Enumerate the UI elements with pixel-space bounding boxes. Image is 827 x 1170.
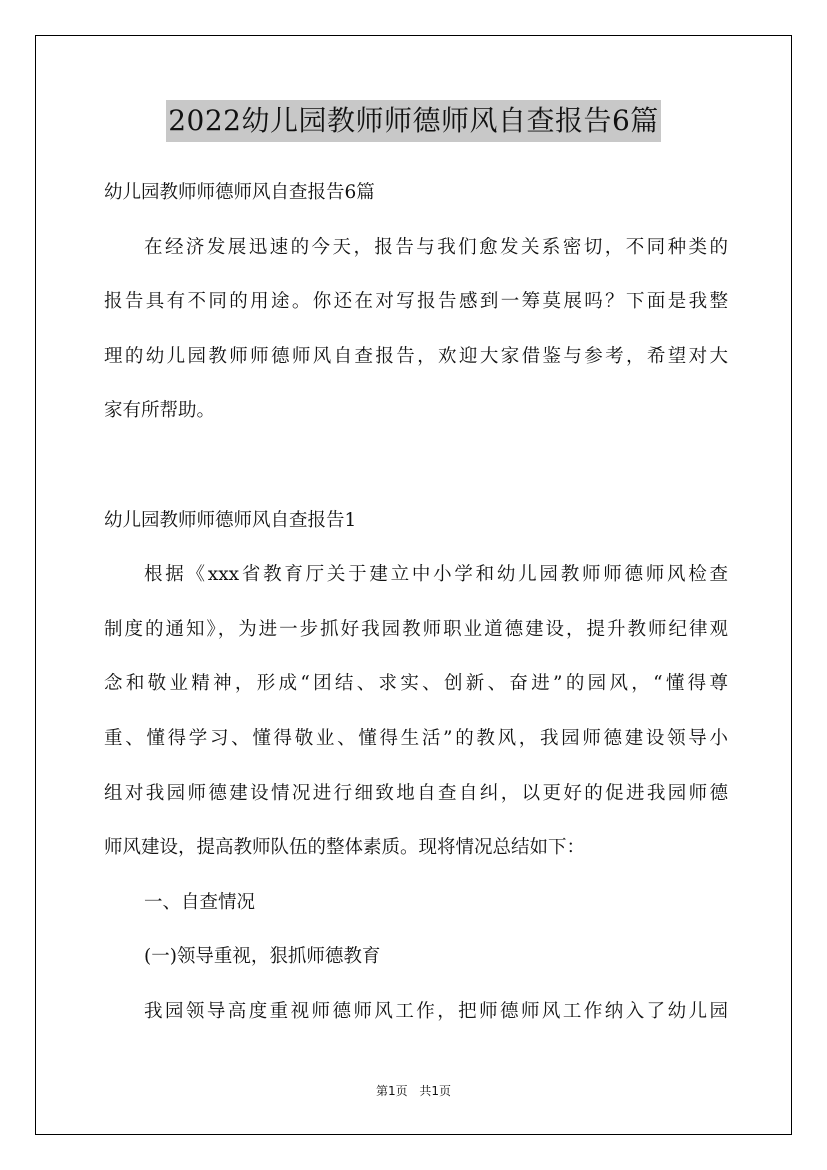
page-total: 共1页 [419,1084,452,1098]
paragraph-line: 家有所帮助。 [104,400,216,422]
section-heading: 幼儿园教师师德师风自查报告1 [104,509,357,531]
paragraph-line: 师风建设，提高教师队伍的整体素质。现将情况总结如下： [104,837,586,859]
paragraph-line: 重、懂得学习、懂得敬业、懂得生活”的教风，我园师德建设领导小 [104,727,728,749]
paragraph-line: 理的幼儿园教师师德师风自查报告，欢迎大家借鉴与参考，希望对大 [104,345,728,367]
page-footer [0,1082,827,1099]
paragraph-line: 组对我园师德建设情况进行细致地自查自纠，以更好的促进我园师德 [104,782,728,804]
blank-line [104,439,728,494]
document-title: 2022幼儿园教师师德师风自查报告6篇 [166,100,661,142]
section-heading: 幼儿园教师师德师风自查报告6篇 [104,182,375,203]
paragraph-line: 根据《xxx省教育厅关于建立中小学和幼儿园教师师德师风检查 [144,564,728,586]
paragraph-line: 在经济发展迅速的今天，报告与我们愈发关系密切，不同种类的 [144,236,728,258]
paragraph-line: 报告具有不同的用途。你还在对写报告感到一筹莫展吗？下面是我整 [104,291,728,313]
page-number: 第1页 [375,1084,408,1098]
paragraph-line: 我园领导高度重视师德师风工作，把师德师风工作纳入了幼儿园 [144,1000,728,1022]
title-container [0,100,827,142]
subheading: (一)领导重视，狠抓师德教育 [144,946,381,968]
subheading: 一、自查情况 [144,891,256,913]
paragraph-line: 制度的通知》，为进一步抓好我园教师职业道德建设，提升教师纪律观 [104,618,728,640]
paragraph-line: 念和敬业精神，形成“团结、求实、创新、奋进”的园风，“懂得尊 [104,673,728,695]
document-body [104,166,728,1040]
